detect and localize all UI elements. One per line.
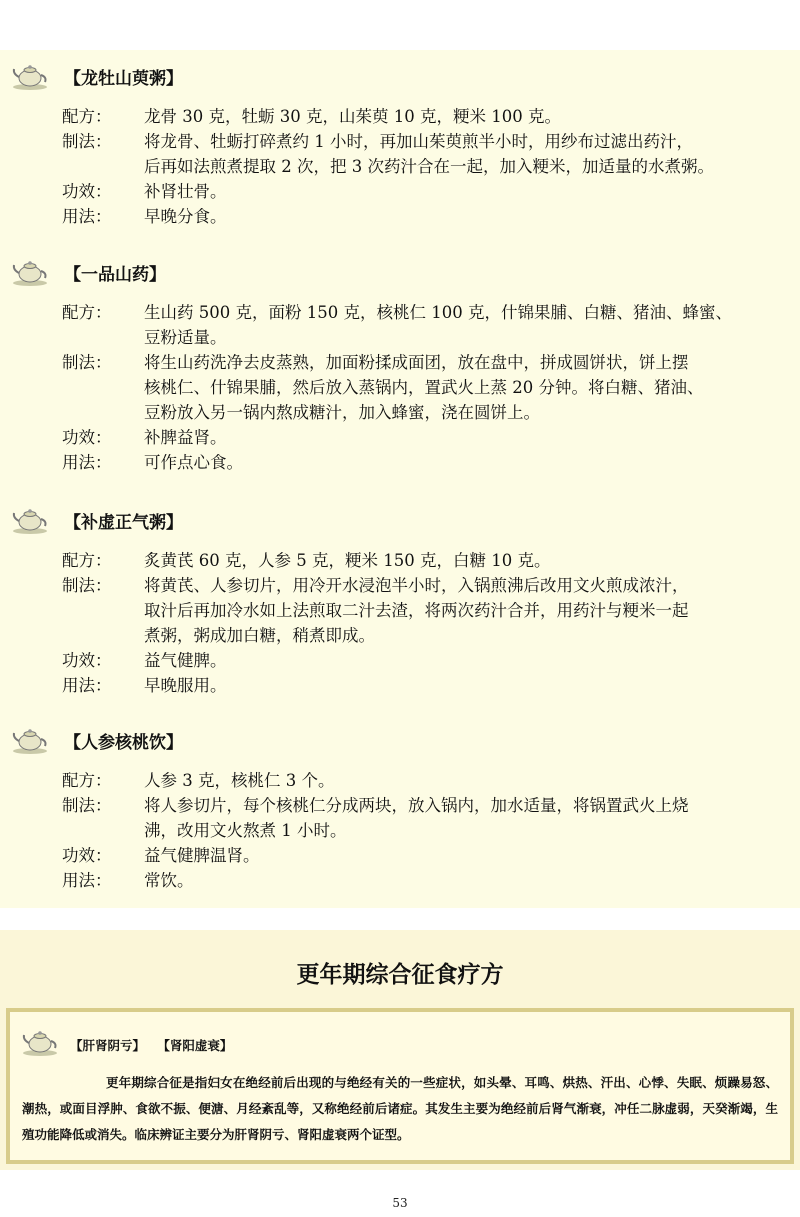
recipe-block bbox=[0, 58, 800, 229]
row-label: 功效： bbox=[62, 428, 112, 447]
row-text-line: 将黄芪、人参切片，用冷开水浸泡半小时，入锅煎沸后改用文火煎成浓汁， bbox=[144, 576, 689, 595]
recipe-block bbox=[0, 722, 800, 893]
recipe-header bbox=[0, 254, 800, 290]
recipe-row bbox=[0, 300, 800, 350]
row-text-line: 豆粉放入另一锅内熬成糖汁，加入蜂蜜，浇在圆饼上。 bbox=[144, 403, 540, 422]
row-text-line: 煮粥，粥成加白糖，稍煮即成。 bbox=[144, 626, 375, 645]
recipe-row bbox=[0, 450, 800, 475]
intro-box bbox=[6, 1008, 794, 1164]
row-text bbox=[144, 350, 794, 425]
menopause-section bbox=[0, 930, 800, 1170]
row-label: 配方： bbox=[62, 551, 112, 570]
row-text bbox=[144, 204, 794, 229]
recipe-row bbox=[0, 104, 800, 129]
row-text-line: 益气健脾温肾。 bbox=[144, 846, 260, 865]
row-text-line: 常饮。 bbox=[144, 871, 194, 890]
row-label: 功效： bbox=[62, 651, 112, 670]
row-text-line: 可作点心食。 bbox=[144, 453, 243, 472]
row-text-line: 将龙骨、牡蛎打碎煮约 1 小时，再加山茱萸煎半小时，用纱布过滤出药汁， bbox=[144, 132, 693, 151]
row-text bbox=[144, 793, 794, 843]
row-text bbox=[144, 425, 794, 450]
row-label: 用法： bbox=[62, 676, 112, 695]
page-number: 53 bbox=[392, 1196, 408, 1210]
recipe-row bbox=[0, 350, 800, 425]
row-label: 用法： bbox=[62, 207, 112, 226]
row-label: 制法： bbox=[62, 796, 112, 815]
row-text-line: 补肾壮骨。 bbox=[144, 182, 227, 201]
row-text bbox=[144, 768, 794, 793]
row-text-line: 生山药 500 克，面粉 150 克，核桃仁 100 克，什锦果脯、白糖、猪油、蜂蜜、 bbox=[144, 303, 732, 322]
row-text bbox=[144, 573, 794, 648]
tag-kidney-yang: 【肾阳虚衰】 bbox=[157, 1038, 233, 1053]
row-text-line: 益气健脾。 bbox=[144, 651, 227, 670]
recipe-row bbox=[0, 868, 800, 893]
recipe-row bbox=[0, 129, 800, 179]
recipe-row bbox=[0, 548, 800, 573]
row-text-line: 将人参切片，每个核桃仁分成两块，放入锅内，加水适量，将锅置武火上烧 bbox=[144, 796, 689, 815]
intro-paragraph: 更年期综合征是指妇女在绝经前后出现的与绝经有关的一些症状，如头晕、耳鸣、烘热、汗出、心悸、失眠、烦躁易怒、潮热，或面目浮肿、食欲不振、便溏、月经紊乱等，又称绝经前后诸症。其发生主要为绝经前后肾气渐衰，冲任二脉虚弱，天癸渐竭，生殖功能降低或消失。临床辨证主要分为肝肾阴亏、肾阳虚衰两个证型。 bbox=[22, 1075, 778, 1142]
row-label: 配方： bbox=[62, 303, 112, 322]
recipe-block bbox=[0, 502, 800, 698]
recipe-block bbox=[0, 254, 800, 475]
section-title: 更年期综合征食疗方 bbox=[296, 962, 504, 988]
recipe-row bbox=[0, 204, 800, 229]
row-text-line: 后再如法煎煮提取 2 次，把 3 次药汁合在一起，加入粳米，加适量的水煮粥。 bbox=[144, 157, 714, 176]
row-label: 制法： bbox=[62, 132, 112, 151]
row-text bbox=[144, 648, 794, 673]
row-text bbox=[144, 868, 794, 893]
row-text-line: 豆粉适量。 bbox=[144, 328, 227, 347]
recipe-row bbox=[0, 843, 800, 868]
row-text bbox=[144, 104, 794, 129]
recipe-header bbox=[0, 58, 800, 94]
row-text-line: 早晚分食。 bbox=[144, 207, 227, 226]
row-text bbox=[144, 843, 794, 868]
recipe-row bbox=[0, 793, 800, 843]
teapot-icon bbox=[10, 256, 50, 288]
row-text-line: 炙黄芪 60 克，人参 5 克，粳米 150 克，白糖 10 克。 bbox=[144, 551, 551, 570]
recipe-header bbox=[0, 722, 800, 758]
row-label: 配方： bbox=[62, 771, 112, 790]
recipe-row bbox=[0, 673, 800, 698]
row-label: 用法： bbox=[62, 453, 112, 472]
recipe-row bbox=[0, 648, 800, 673]
recipe-row bbox=[0, 179, 800, 204]
row-label: 制法： bbox=[62, 576, 112, 595]
teapot-icon bbox=[20, 1026, 60, 1058]
row-label: 功效： bbox=[62, 846, 112, 865]
row-text bbox=[144, 300, 794, 350]
row-text bbox=[144, 129, 794, 179]
row-text bbox=[144, 548, 794, 573]
row-text bbox=[144, 450, 794, 475]
row-label: 配方： bbox=[62, 107, 112, 126]
row-text bbox=[144, 179, 794, 204]
teapot-icon bbox=[10, 504, 50, 536]
recipe-title: 【补虚正气粥】 bbox=[64, 513, 183, 533]
row-text-line: 人参 3 克，核桃仁 3 个。 bbox=[144, 771, 335, 790]
recipe-title: 【龙牡山萸粥】 bbox=[64, 69, 183, 89]
recipe-row bbox=[0, 573, 800, 648]
tag-liver-kidney-yin: 【肝肾阴亏】 bbox=[70, 1038, 146, 1053]
teapot-icon bbox=[10, 60, 50, 92]
row-text-line: 将生山药洗净去皮蒸熟，加面粉揉成面团，放在盘中，拼成圆饼状，饼上摆 bbox=[144, 353, 689, 372]
row-text-line: 核桃仁、什锦果脯，然后放入蒸锅内，置武火上蒸 20 分钟。将白糖、猪油、 bbox=[144, 378, 704, 397]
syndrome-tags bbox=[70, 1036, 240, 1054]
row-text-line: 龙骨 30 克，牡蛎 30 克，山茱萸 10 克，粳米 100 克。 bbox=[144, 107, 561, 126]
row-text-line: 早晚服用。 bbox=[144, 676, 227, 695]
recipe-title: 【一品山药】 bbox=[64, 265, 166, 285]
recipe-row bbox=[0, 768, 800, 793]
row-text-line: 补脾益肾。 bbox=[144, 428, 227, 447]
recipe-header bbox=[0, 502, 800, 538]
row-label: 制法： bbox=[62, 353, 112, 372]
recipe-row bbox=[0, 425, 800, 450]
row-text-line: 取汁后再加冷水如上法煎取二汁去渣，将两次药汁合并，用药汁与粳米一起 bbox=[144, 601, 689, 620]
row-label: 用法： bbox=[62, 871, 112, 890]
row-text-line: 沸，改用文火熬煮 1 小时。 bbox=[144, 821, 347, 840]
row-text bbox=[144, 673, 794, 698]
recipe-title: 【人参核桃饮】 bbox=[64, 733, 183, 753]
row-label: 功效： bbox=[62, 182, 112, 201]
teapot-icon bbox=[10, 724, 50, 756]
